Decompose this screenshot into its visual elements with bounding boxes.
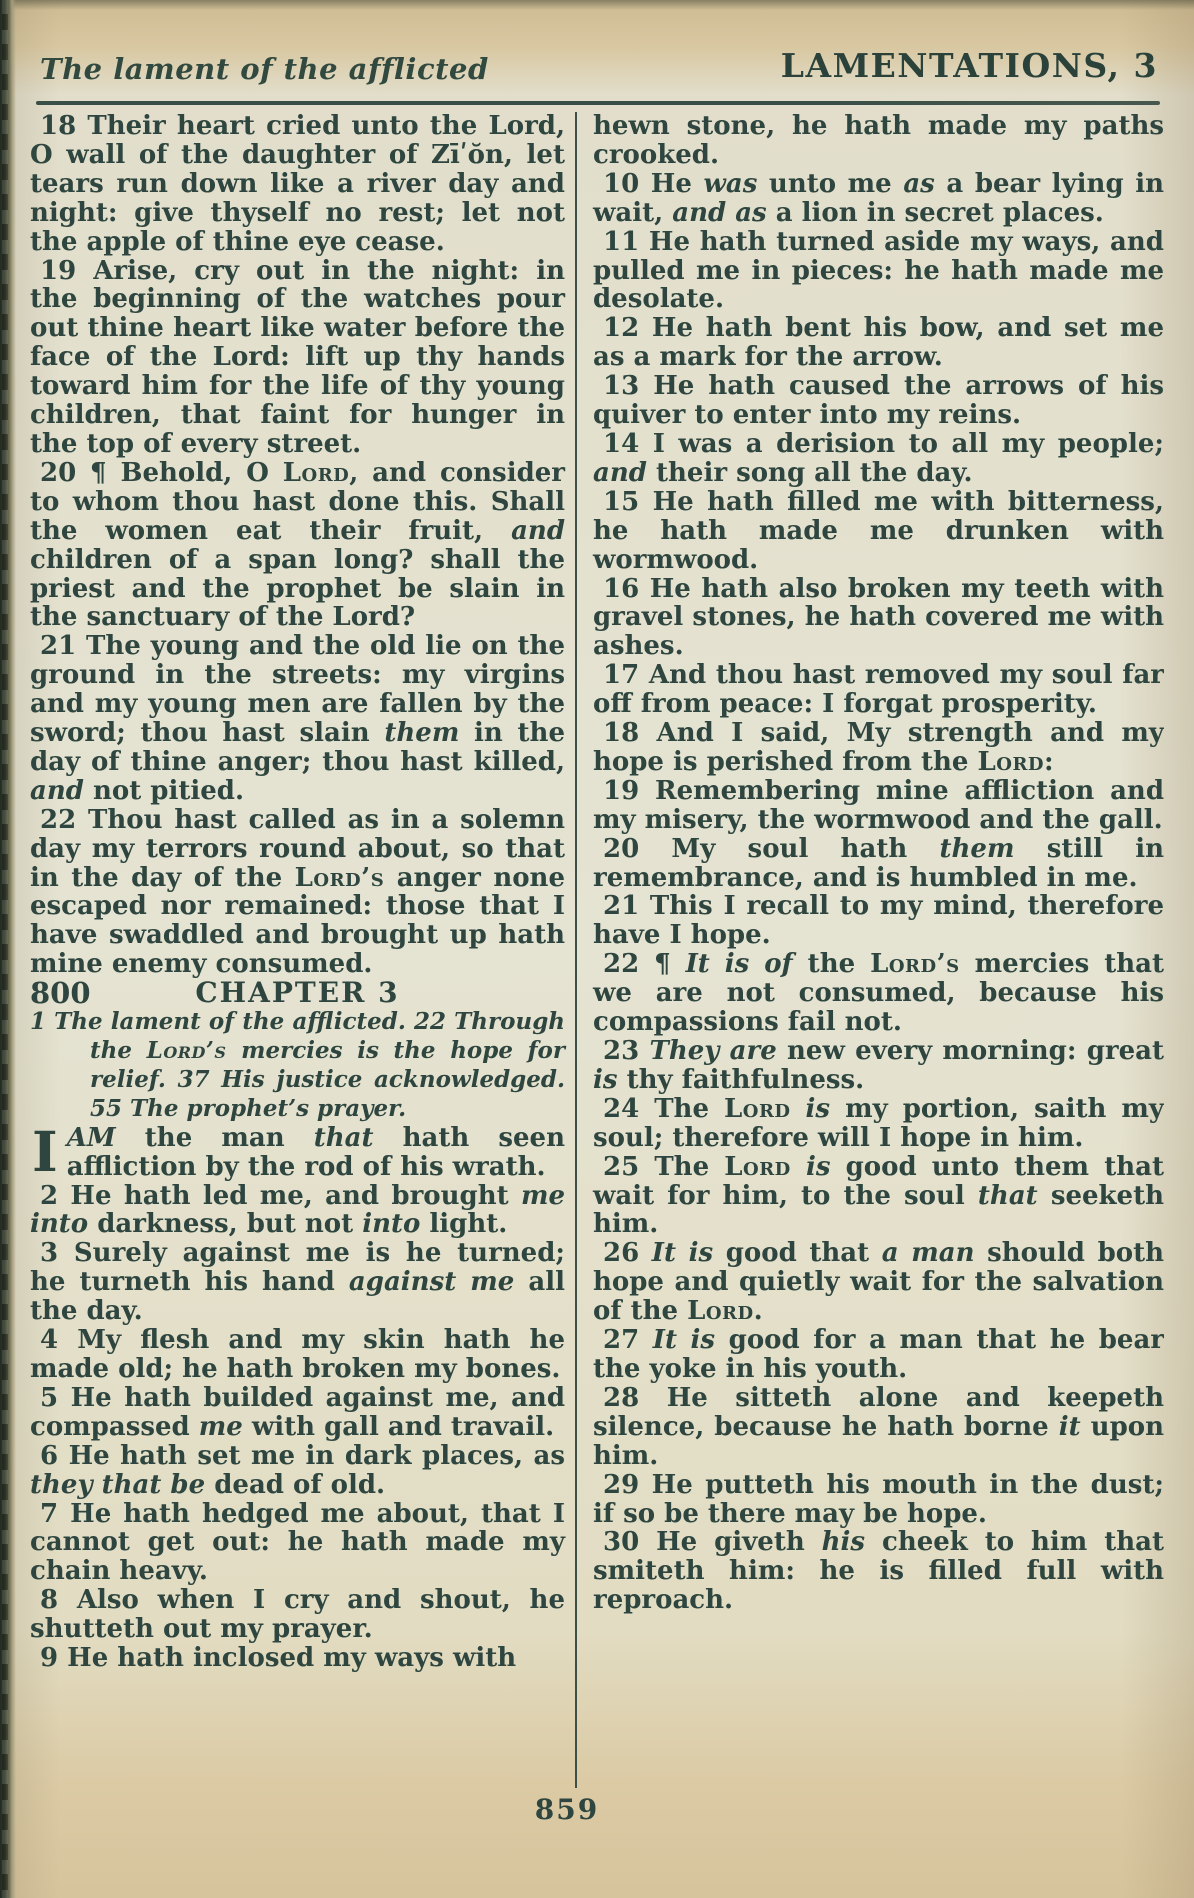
verse-text: with gall and travail. xyxy=(242,1411,555,1442)
verse-text: not pitied. xyxy=(83,775,245,806)
verse-paragraph xyxy=(30,459,565,632)
chapter-side-number: 800 xyxy=(30,976,91,1011)
verse-text: 20 ¶ Behold, O xyxy=(40,457,283,488)
verse-paragraph xyxy=(593,430,1164,488)
verse-paragraph xyxy=(593,1239,1164,1326)
verse-paragraph xyxy=(30,257,565,459)
verse-text: 26 xyxy=(603,1238,652,1269)
running-head: The lament of the afflicted xyxy=(40,52,489,86)
verse-paragraph xyxy=(30,1500,565,1587)
page-top-shadow xyxy=(0,0,1194,10)
italic-supplied-word: They are xyxy=(649,1036,777,1066)
divine-name-small-caps: Lord xyxy=(977,746,1045,777)
verse-paragraph xyxy=(593,575,1164,662)
verse-paragraph xyxy=(593,1153,1164,1240)
italic-supplied-word: and as xyxy=(672,197,767,228)
verse-text: 20 My soul hath xyxy=(603,833,940,864)
verse-paragraph xyxy=(30,1326,565,1384)
italic-supplied-word: is xyxy=(593,1064,618,1095)
verse-text: hewn stone, he hath made my paths crooked. xyxy=(593,112,1164,170)
verse-text xyxy=(791,1094,806,1124)
verse-paragraph xyxy=(593,1037,1164,1095)
verse-text: seeketh him. xyxy=(593,1180,1164,1240)
italic-supplied-word: is xyxy=(805,1093,831,1124)
verse-text: 22 ¶ xyxy=(603,949,686,980)
italic-supplied-word: me into xyxy=(30,1180,565,1240)
verse-text: mercies is the hope for relief. 37 His justice acknowledged. 55 The prophet’s prayer. xyxy=(90,1037,565,1122)
verse-text: good that xyxy=(713,1238,882,1269)
divine-name-small-caps: Lord’s xyxy=(294,862,385,893)
verse-text: . xyxy=(753,1296,763,1327)
verse-paragraph xyxy=(30,1644,565,1673)
italic-supplied-word: and xyxy=(30,775,84,806)
left-column xyxy=(30,112,571,1792)
verse-text: 10 He xyxy=(603,168,704,199)
italic-supplied-word: AM xyxy=(66,1122,116,1153)
verse-text: all the day. xyxy=(30,1267,566,1327)
italic-supplied-word: a man xyxy=(881,1238,975,1269)
verse-paragraph xyxy=(30,1118,565,1184)
divine-name-small-caps: Lord xyxy=(724,1151,791,1182)
italic-supplied-word: them xyxy=(384,718,460,749)
verse-text: 24 The xyxy=(603,1093,724,1124)
verse-text: 8 Also when I cry and shout, he shutteth out my prayer. xyxy=(30,1585,565,1645)
verse-text: children of a span long? shall the priest and the prophet be slain in the sanctuary of the Lord? xyxy=(30,544,565,633)
verse-paragraph xyxy=(30,1384,565,1442)
italic-supplied-word: is xyxy=(805,1151,831,1182)
book-binding-edge xyxy=(0,0,16,1898)
verse-paragraph xyxy=(593,314,1164,372)
italic-supplied-word: and xyxy=(593,457,647,488)
verse-text: cheek to him that smiteth him: he is filled full with reproach. xyxy=(593,1527,1164,1616)
verse-text: hath seen affliction by the rod of his wrath. xyxy=(66,1122,565,1182)
verse-paragraph xyxy=(593,488,1164,575)
verse-paragraph xyxy=(593,892,1164,950)
verse-text: 17 And thou hast removed my soul far off from peace: I forgat prosperity. xyxy=(593,660,1164,720)
chapter-heading xyxy=(30,976,565,1011)
divine-name-small-caps: Lord xyxy=(724,1093,791,1124)
verse-text: 18 And I said, My strength and my hope is perished from the xyxy=(593,718,1164,777)
verse-paragraph xyxy=(593,719,1164,777)
italic-supplied-word: that xyxy=(977,1180,1038,1211)
verse-text: a lion in secret places. xyxy=(766,197,1104,228)
italic-supplied-word: it xyxy=(1058,1411,1081,1442)
verse-text: dead of old. xyxy=(205,1469,386,1500)
verse-text: 29 He putteth his mouth in the dust; if so be there may be hope. xyxy=(593,1469,1164,1529)
verse-text: in the day of thine anger; thou hast killed, xyxy=(30,718,565,777)
verse-text: new every morning: great xyxy=(776,1036,1164,1066)
italic-supplied-word: against me xyxy=(348,1267,515,1298)
continuation-paragraph xyxy=(593,112,1164,170)
verse-paragraph xyxy=(593,950,1164,1037)
verse-text: unto me xyxy=(757,168,904,199)
verse-text: 28 He sitteth alone and keepeth silence, because he hath borne xyxy=(593,1382,1164,1442)
verse-paragraph xyxy=(30,1182,565,1240)
italic-supplied-word: as xyxy=(903,168,935,199)
verse-text xyxy=(791,1152,806,1182)
verse-paragraph xyxy=(593,1528,1164,1615)
italic-supplied-word: his xyxy=(821,1527,866,1558)
verse-text: upon him. xyxy=(593,1411,1164,1471)
verse-text: 12 He hath bent his bow, and set me as a mark for the arrow. xyxy=(593,313,1164,373)
verse-text: 22 Thou hast called as in a solemn day my terrors round about, so that in the day of the xyxy=(30,804,565,893)
page-number: 859 xyxy=(534,1793,600,1826)
verse-text: good unto them that wait for him, to the soul xyxy=(593,1151,1164,1211)
italic-supplied-word: them xyxy=(939,833,1015,864)
verse-text: mercies that we are not consumed, because his compassions fail not. xyxy=(593,949,1164,1038)
verse-text: 23 xyxy=(603,1036,650,1066)
italic-supplied-word: into xyxy=(362,1209,421,1240)
verse-paragraph xyxy=(30,806,565,979)
verse-paragraph xyxy=(593,1326,1164,1384)
verse-text: 21 The young and the old lie on the ground in the streets: my virgins and my young men are fallen by the sword; thou hast slain xyxy=(30,631,565,749)
verse-text: 2 He hath led me, and brought xyxy=(40,1180,521,1211)
verse-text: my portion, saith my soul; therefore will I hope in him. xyxy=(593,1093,1164,1153)
verse-text: should both hope and quietly wait for the salvation of the xyxy=(593,1238,1164,1327)
verse-paragraph xyxy=(593,1384,1164,1471)
italic-supplied-word: that xyxy=(313,1122,374,1153)
verse-text: 25 The xyxy=(603,1151,725,1182)
verse-text: 16 He hath also broken my teeth with gravel stones, he hath covered me with ashes. xyxy=(593,573,1164,662)
verse-text: their song all the day. xyxy=(646,457,973,488)
italic-supplied-word: they that be xyxy=(30,1469,206,1500)
verse-text: still in remembrance, and is humbled in me. xyxy=(593,833,1164,893)
verse-text: 7 He hath hedged me about, that I cannot get out: he hath made my chain heavy. xyxy=(30,1498,565,1587)
verse-text: 14 I was a derision to all my people; xyxy=(603,428,1164,459)
verse-paragraph xyxy=(30,632,565,805)
book-chapter-heading: LAMENTATIONS, 3 xyxy=(780,46,1158,85)
divine-name-small-caps: Lord xyxy=(282,457,350,488)
header-rule xyxy=(36,101,1160,105)
right-column xyxy=(577,112,1164,1792)
verse-paragraph xyxy=(30,1442,565,1500)
italic-supplied-word: It is xyxy=(651,1238,714,1269)
drop-cap: I xyxy=(32,1118,58,1184)
verse-text: 1 The lament of the afflicted. 22 Through the xyxy=(30,1008,565,1064)
verse-paragraph xyxy=(30,1239,565,1326)
verse-paragraph xyxy=(593,1471,1164,1529)
verse-text: 18 Their heart cried unto the Lord, O wall of the daughter of Zīʹŏn, let tears run down like a river day and night: give thyself no rest; let not the apple of thine eye cease. xyxy=(30,112,565,257)
verse-paragraph xyxy=(593,835,1164,893)
divine-name-small-caps: Lord xyxy=(687,1296,754,1327)
verse-text: 11 He hath turned aside my ways, and pulled me in pieces: he hath made me desolate. xyxy=(593,226,1164,315)
verse-paragraph xyxy=(593,1095,1164,1153)
verse-text: 15 He hath filled me with bitterness, he hath made me drunken with wormwood. xyxy=(593,486,1164,575)
chapter-summary xyxy=(30,1008,565,1124)
verse-text: 9 He hath inclosed my ways with xyxy=(40,1643,517,1674)
chapter-title: CHAPTER 3 xyxy=(195,976,400,1010)
verse-text: 5 He hath builded against me, and compassed xyxy=(30,1382,565,1442)
verse-paragraph xyxy=(30,1586,565,1644)
verse-text: light. xyxy=(420,1209,508,1240)
verse-text: , and consider to whom thou hast done this. Shall the women eat their fruit, xyxy=(30,457,565,546)
verse-text: the man xyxy=(115,1122,314,1153)
italic-supplied-word: It is xyxy=(652,1325,716,1356)
verse-text: 3 Surely against me is he turned; he turneth his hand xyxy=(30,1238,565,1298)
verse-text: anger none escaped nor remained: those that I have swaddled and brought up hath mine enemy consumed. xyxy=(30,862,566,980)
verse-text: 13 He hath caused the arrows of his quiver to enter into my reins. xyxy=(593,371,1164,431)
verse-paragraph xyxy=(593,170,1164,228)
verse-text: 19 Remembering mine affliction and my misery, the wormwood and the gall. xyxy=(593,775,1164,835)
verse-text: 6 He hath set me in dark places, as xyxy=(40,1440,565,1471)
verse-paragraph xyxy=(593,661,1164,719)
italic-supplied-word: was xyxy=(703,168,758,199)
divine-name-small-caps: Lord’s xyxy=(870,949,960,980)
verse-text: 21 This I recall to my mind, therefore have I hope. xyxy=(593,891,1164,951)
verse-text: : xyxy=(1044,746,1054,777)
italic-supplied-word: It is of xyxy=(685,949,793,980)
italic-supplied-word: and xyxy=(511,515,565,546)
verse-text: good for a man that he bear the yoke in his youth. xyxy=(593,1325,1164,1384)
verse-paragraph xyxy=(30,112,565,257)
verse-text: a bear lying in wait, xyxy=(593,168,1164,228)
verse-text: the xyxy=(792,949,871,980)
verse-paragraph xyxy=(593,777,1164,835)
divine-name-small-caps: Lord’s xyxy=(146,1037,227,1064)
verse-text: 30 He giveth xyxy=(603,1527,822,1558)
verse-paragraph xyxy=(593,372,1164,430)
italic-supplied-word: me xyxy=(198,1411,243,1442)
text-columns xyxy=(30,112,1164,1792)
verse-text: darkness, but not xyxy=(88,1209,363,1240)
verse-paragraph xyxy=(593,228,1164,315)
verse-text: 19 Arise, cry out in the night: in the beginning of the watches pour out thine heart like water before the face of the Lord: lift up thy hands toward him for the life of thy young children, that faint for hunger in the top of every street. xyxy=(30,255,565,459)
verse-text: 4 My flesh and my skin hath he made old; he hath broken my bones. xyxy=(30,1325,565,1384)
verse-text: thy faithfulness. xyxy=(617,1064,865,1095)
verse-text: 27 xyxy=(603,1325,653,1356)
